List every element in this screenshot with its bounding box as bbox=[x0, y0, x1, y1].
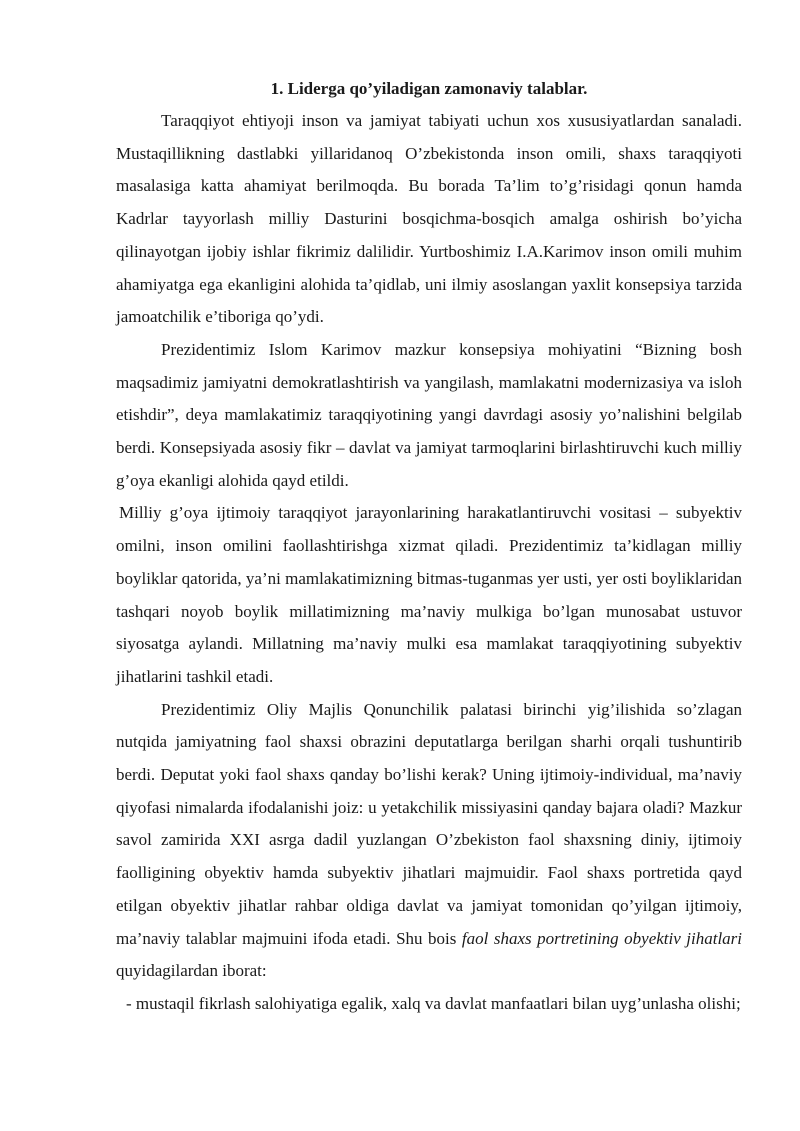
list-item: - mustaqil fikrlash salohiyatiga egalik, xalq va davlat manfaatlari bilan uyg’unlasha olishi; bbox=[126, 993, 741, 1013]
paragraph-4-body: Prezidentimiz Oliy Majlis Qonunchilik palatasi birinchi yig’ilishida so’zlagan nutqida jamiyatning faol shaxsi obrazini deputatlarga berilgan sharhi orqali tushuntirib berdi. Deputat yoki faol shaxs qanday bo’lishi kerak? Uning ijtimoiy-individual, ma’naviy qiyofasi nimalarda ifodalanishi joiz: u yetakchilik missiyasini qanday bajara oladi? Mazkur savol zamirida XXI asrga dadil yuzlangan O’zbekiston faol shaxsning diniy, ijtimoiy faolligining obyektiv hamda subyektiv jihatlari majmuidir. Faol shaxs portretida qayd etilgan obyektiv jihatlar rahbar oldiga davlat va jamiyat tomonidan qo’yilgan ijtimoiy, ma’naviy talablar majmuini ifoda etadi. bbox=[116, 699, 742, 948]
paragraph-4-lead: Shu bois bbox=[390, 928, 462, 948]
paragraph-3: Milliy g’oya ijtimoiy taraqqiyot jarayonlarining harakatlantiruvchi vositasi – subyektiv omilni, inson omilini faollashtirishga xizmat qiladi. Prezidentimiz ta’kidlagan milliy boyliklar qatorida, ya’ni mamlakatimizning bitmas-tuganmas yer usti, yer osti boyliklaridan tashqari noyob boylik millatimizning ma’naviy mulkiga bo’lgan munosabat ustuvor siyosatga aylandi. Millatning ma’naviy mulki esa mamlakat taraqqiyotining subyektiv jihatlarini tashkil etadi. bbox=[116, 503, 742, 686]
paragraph-2: Prezidentimiz Islom Karimov mazkur konsepsiya mohiyatini “Bizning bosh maqsadimiz jamiyatni demokratlashtirish va yangilash, mamlakatni modernizasiya va isloh etishdir”, deya mamlakatimiz taraqqiyotining yangi davrdagi asosiy yo’nalishini belgilab berdi. Konsepsiyada asosiy fikr – davlat va jamiyat tarmoqlarini birlashtiruvchi kuch milliy g’oya ekanligi alohida qayd etildi. bbox=[116, 339, 742, 490]
paragraph-4-italic-phrase: faol shaxs portretining obyektiv jihatlari bbox=[461, 928, 743, 948]
paragraph-1: Taraqqiyot ehtiyoji inson va jamiyat tabiyati uchun xos xususiyatlardan sanaladi. Mustaqillikning dastlabki yillaridanoq O’zbekistonda inson omili, shaxs taraqqiyoti masalasiga katta ahamiyat berilmoqda. Bu borada Ta’lim to’g’risidagi qonun hamda Kadrlar tayyorlash milliy Dasturini bosqichma-bosqich amalga oshirish bo’yicha qilinayotgan ijobiy ishlar fikrimiz dalilidir. Yurtboshimiz I.A.Karimov inson omili muhim ahamiyatga ega ekanligini alohida ta’qidlab, uni ilmiy asoslangan yaxlit konsepsiya tarzida jamoatchilik e’tiboriga qo’ydi. bbox=[116, 111, 742, 327]
section-heading: 1. Liderga qo’yiladigan zamonaviy talablar. bbox=[270, 79, 588, 98]
paragraph-4-tail: quyidagilardan iborat: bbox=[116, 961, 267, 981]
document-page bbox=[116, 73, 742, 1021]
paragraph-4 bbox=[116, 694, 742, 988]
